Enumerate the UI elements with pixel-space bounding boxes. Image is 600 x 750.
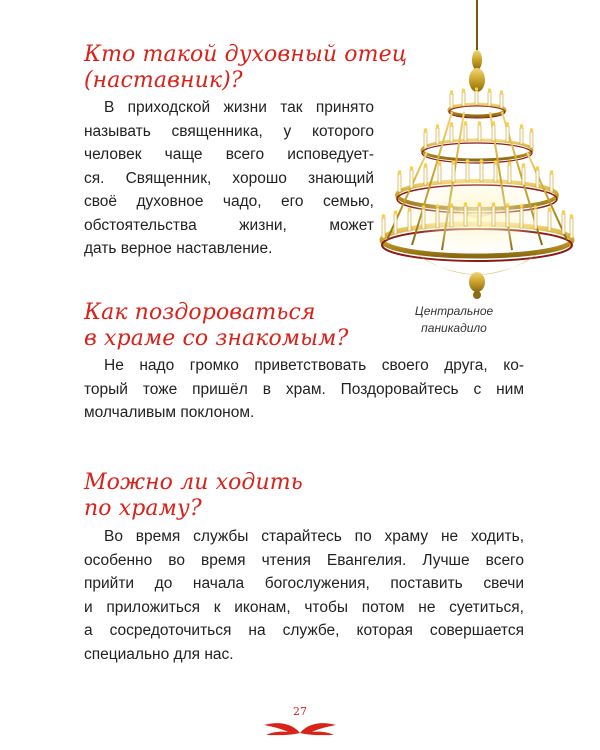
paragraph-line: В приходской жизни так принято: [104, 99, 374, 116]
paragraph-greeting: [84, 354, 524, 425]
paragraph-line: прийти до начала богослужения, поставить свечи: [84, 575, 524, 592]
paragraph-line: специально для нас.: [84, 645, 234, 663]
paragraph-line: молчаливым поклоном.: [84, 404, 255, 421]
paragraph-line: человек чаще всего исповедует-: [84, 146, 374, 163]
paragraph-line: торый тоже пришёл в храм. Поздоровайтесь с ним: [84, 380, 524, 398]
paragraph-line: а сосредоточиться на службе, которая совершается: [84, 622, 524, 639]
heading-line: в храме со знакомым?: [84, 326, 349, 351]
wings-ornament-icon: [262, 719, 338, 739]
heading-line: Как поздороваться: [84, 300, 316, 325]
chandelier-icon: [372, 0, 582, 300]
paragraph-line: своё духовное чадо, его семью,: [84, 193, 374, 210]
paragraph-line: особенно во время чтения Евангелия. Лучше всего: [84, 551, 524, 569]
heading-line: Кто такой духовный отец: [84, 42, 408, 67]
heading-line: по храму?: [84, 496, 202, 521]
paragraph-line: обстоятельства жизни, может: [84, 216, 374, 234]
section-heading-spiritual-father: [84, 42, 407, 94]
section-heading-greeting: [84, 300, 348, 352]
paragraph-line: называть священника, у которого: [84, 122, 374, 140]
heading-line: Можно ли ходить: [84, 470, 303, 495]
illustration-caption: [388, 303, 520, 337]
paragraph-line: и приложиться к иконам, чтобы потом не суетиться,: [84, 598, 524, 616]
heading-line: (наставник)?: [84, 68, 243, 93]
caption-line: паникадило: [421, 321, 487, 335]
paragraph-line: Во время службы старайтесь по храму не ходить,: [104, 528, 524, 545]
paragraph-line: Не надо громко приветствовать своего друга, ко-: [104, 357, 524, 374]
paragraph-line: дать верное наставление.: [84, 240, 273, 257]
page-number: 27: [293, 705, 307, 718]
paragraph-walking: [84, 525, 524, 666]
page-footer: [250, 705, 350, 739]
paragraph-line: ся. Священник, хорошо знающий: [84, 169, 374, 187]
section-heading-walking: [84, 470, 303, 522]
caption-line: Центральное: [414, 304, 494, 318]
paragraph-spiritual-father: [84, 96, 374, 261]
